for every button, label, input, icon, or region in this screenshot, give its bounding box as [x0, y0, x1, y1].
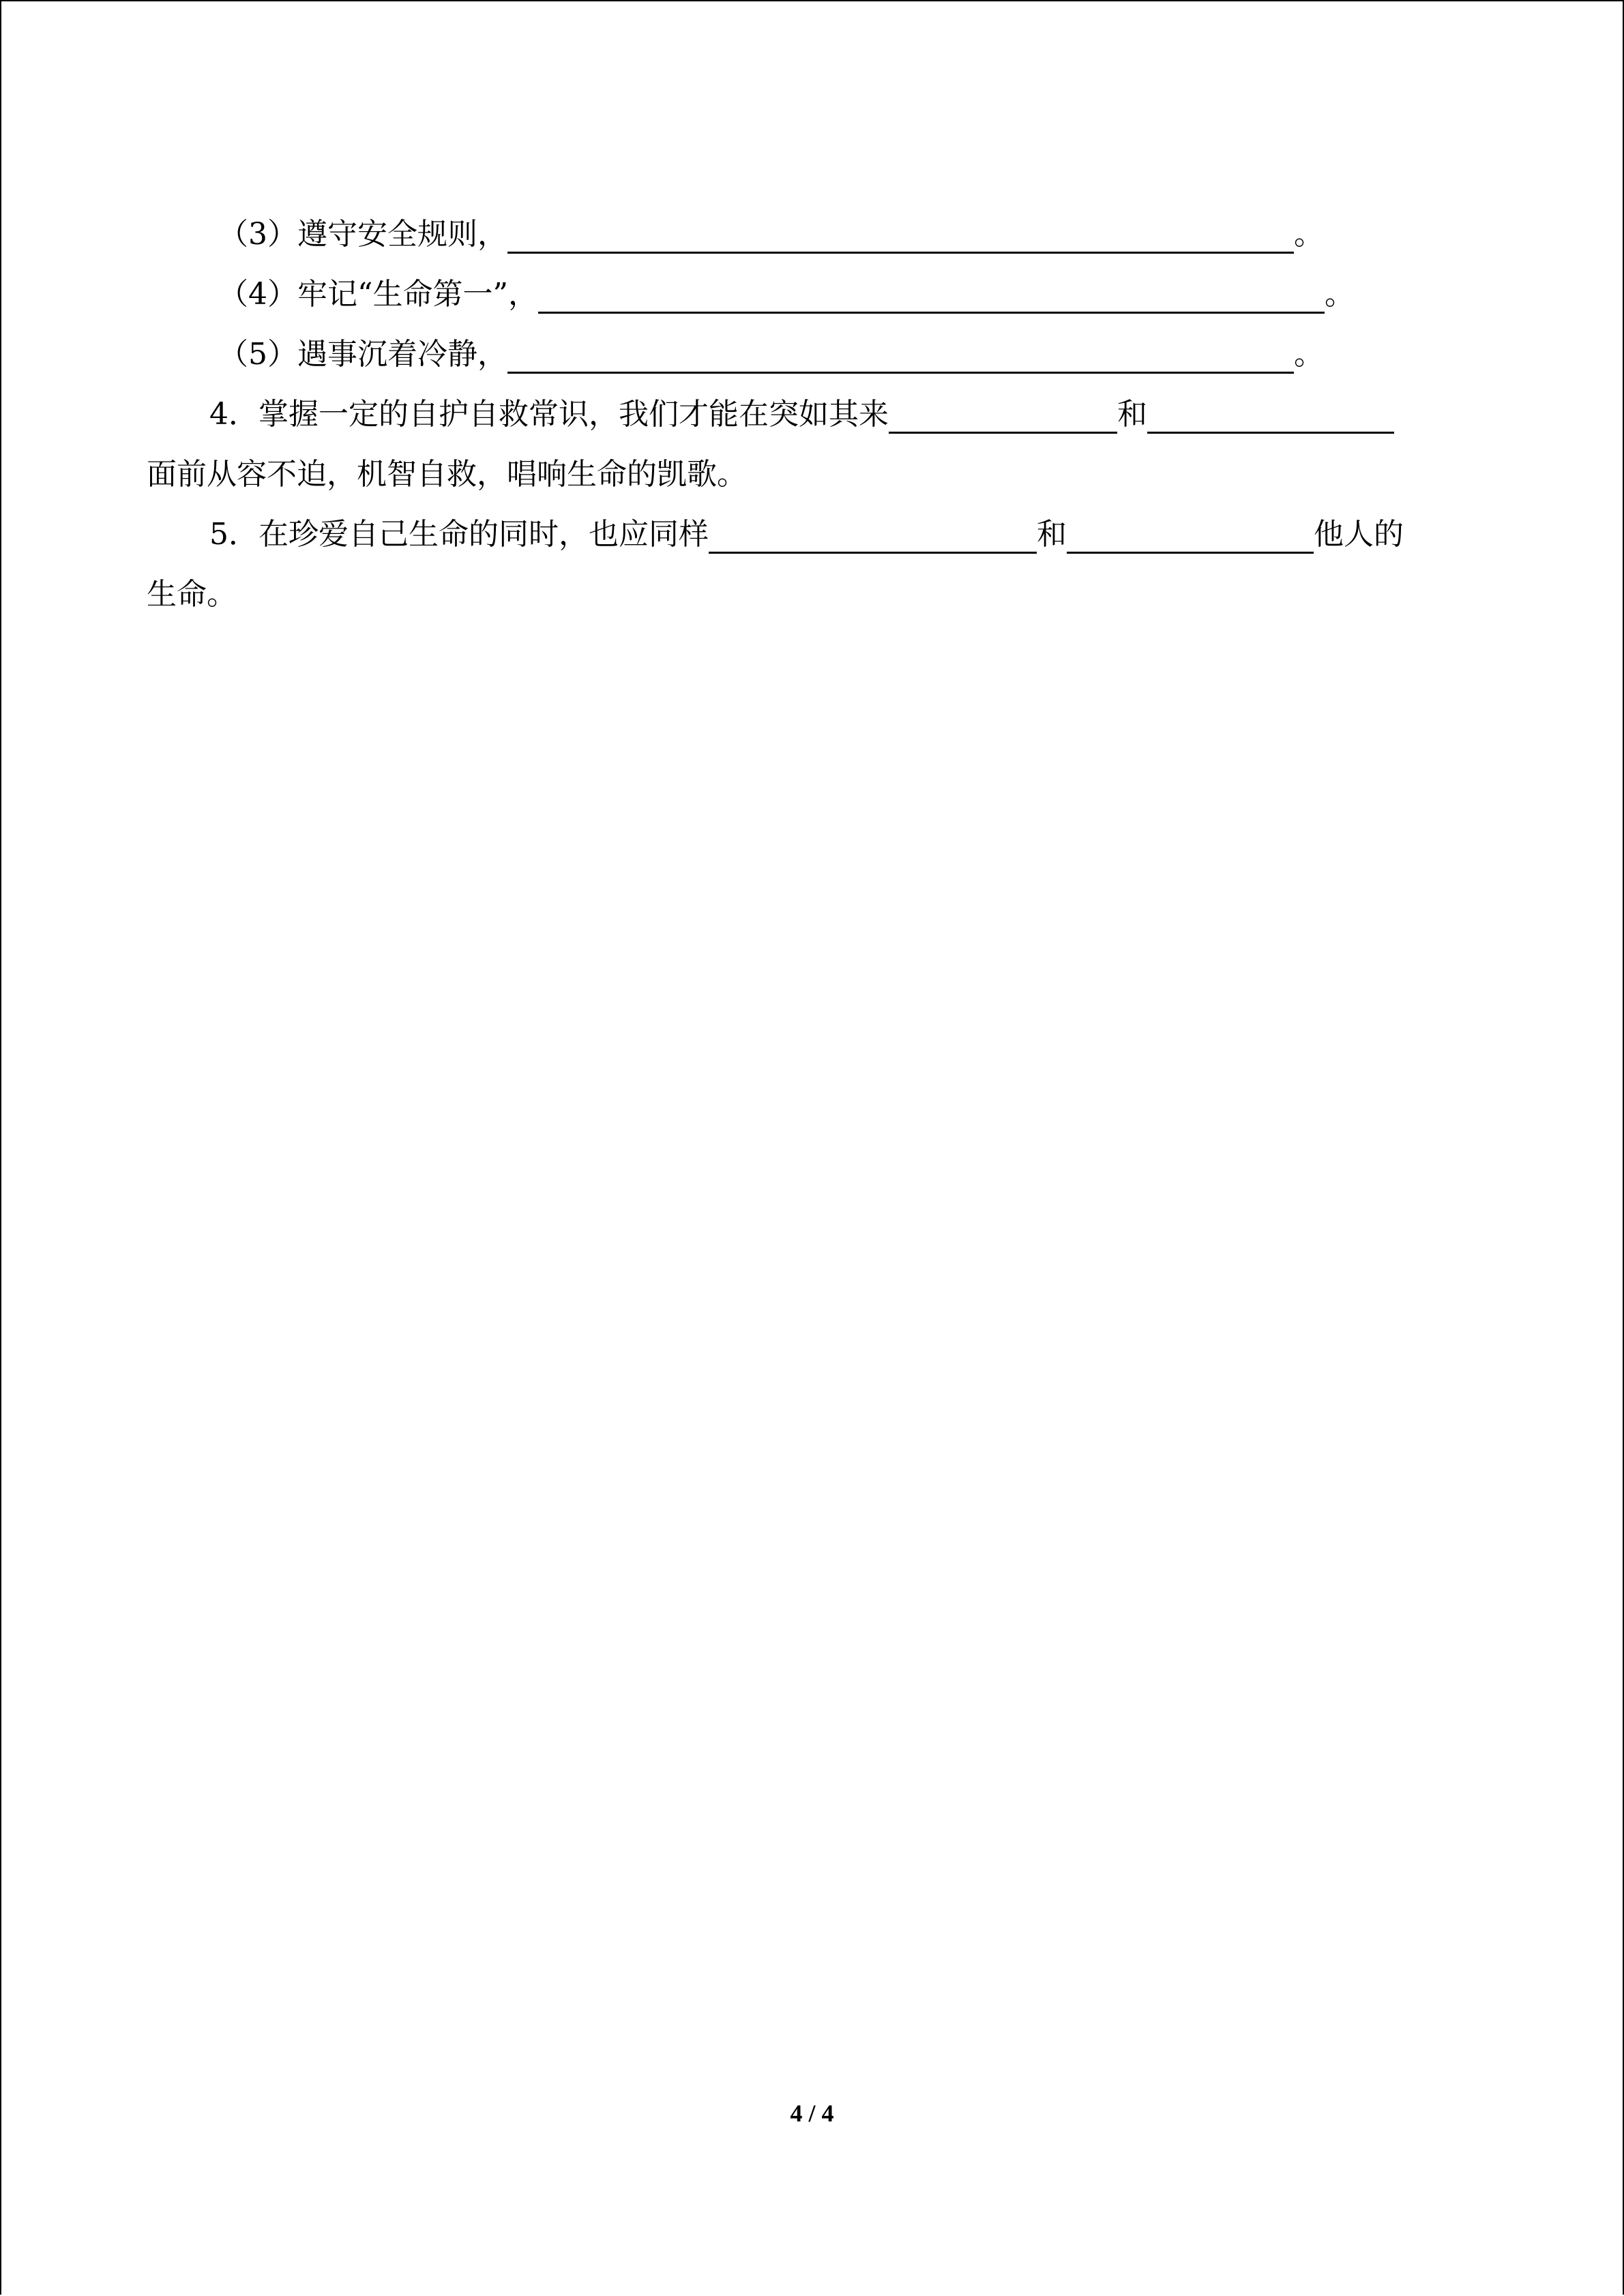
question-4-conjunction: 和: [1117, 397, 1147, 432]
sub-question-4-text: （4）牢记“生命第一”，: [218, 277, 538, 312]
question-5-blank-2[interactable]: [1067, 513, 1314, 554]
answer-blank-5[interactable]: [507, 333, 1294, 374]
sub-question-4: [147, 265, 1460, 325]
question-5-blank-1[interactable]: [709, 513, 1037, 554]
question-4-continuation: 面前从容不迫，机智自救，唱响生命的凯歌。: [147, 457, 747, 492]
answer-blank-3[interactable]: [507, 213, 1294, 254]
question-5-line-1: [147, 505, 1460, 565]
question-5-text-end: 他人的: [1314, 517, 1404, 552]
sub-question-3-text: （3）遵守安全规则，: [218, 217, 507, 252]
question-4-blank-1[interactable]: [889, 393, 1117, 434]
sub-question-5-period: 。: [1294, 337, 1324, 372]
sub-question-5-text: （5）遇事沉着冷静，: [218, 337, 507, 372]
question-4-text: 4．掌握一定的自护自救常识，我们才能在突如其来: [209, 397, 889, 432]
worksheet-content: [147, 205, 1460, 625]
question-5-conjunction: 和: [1037, 517, 1067, 552]
sub-question-5: [147, 325, 1460, 385]
sub-question-3: [147, 205, 1460, 265]
question-4-blank-2[interactable]: [1147, 393, 1394, 434]
question-4-line-2: [147, 445, 1460, 505]
answer-blank-4[interactable]: [538, 273, 1325, 314]
question-5-text: 5．在珍爱自己生命的同时，也应同样: [209, 517, 709, 552]
question-4-line-1: [147, 385, 1460, 445]
question-5-line-2: [147, 565, 1460, 625]
sub-question-4-period: 。: [1324, 277, 1355, 312]
page-number: 4 / 4: [790, 2100, 834, 2127]
sub-question-3-period: 。: [1294, 217, 1324, 252]
question-5-continuation: 生命。: [147, 577, 237, 612]
